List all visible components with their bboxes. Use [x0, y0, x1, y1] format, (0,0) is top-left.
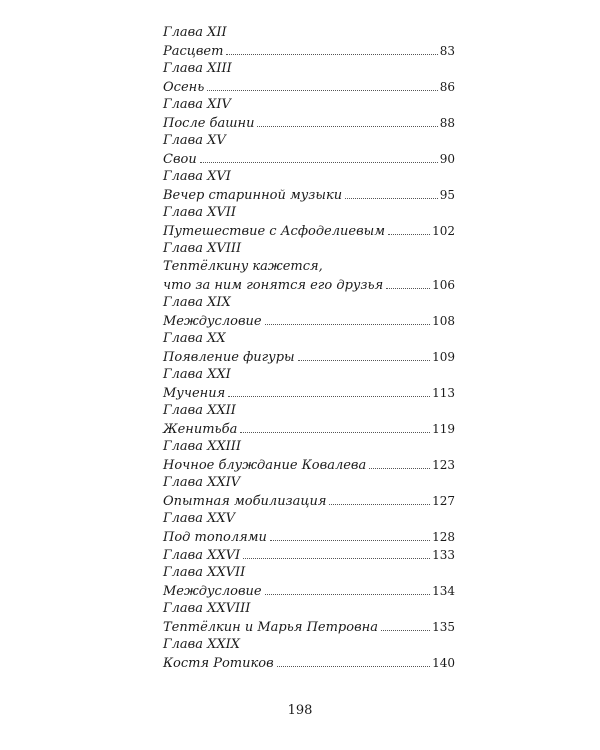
chapter-number: Глава XXVII — [163, 565, 246, 580]
toc-entry[interactable] — [163, 204, 455, 240]
toc-entry[interactable] — [163, 636, 455, 672]
dot-leader — [298, 360, 430, 361]
page-ref: 102 — [432, 224, 455, 238]
toc-entry[interactable] — [163, 132, 455, 168]
table-of-contents — [163, 24, 455, 672]
chapter-number: Глава XV — [163, 133, 226, 148]
chapter-title-first-line: Тептёлкину кажется, — [163, 259, 323, 274]
dot-leader — [240, 432, 430, 433]
chapter-line — [163, 150, 455, 168]
chapter-number: Глава XVIII — [163, 241, 242, 256]
dot-leader — [265, 324, 431, 325]
page-ref: 134 — [432, 584, 455, 598]
chapter-number: Глава XXIV — [163, 475, 241, 490]
chapter-number: Глава XX — [163, 331, 226, 346]
chapter-title: что за ним гонятся его друзья — [163, 278, 384, 293]
chapter-title: Тептёлкин и Марья Петровна — [163, 620, 378, 635]
chapter-title: Под тополями — [163, 530, 267, 545]
page-ref: 109 — [432, 350, 455, 364]
chapter-number: Глава XVI — [163, 169, 231, 184]
dot-leader — [226, 54, 437, 55]
page-ref: 108 — [432, 314, 455, 328]
toc-entry[interactable] — [163, 24, 455, 60]
page-ref: 95 — [439, 188, 455, 202]
chapter-title: Ночное блуждание Ковалева — [163, 458, 367, 473]
chapter-number: Глава XXIII — [163, 439, 241, 454]
chapter-title: После башни — [163, 116, 255, 131]
chapter-line — [163, 276, 455, 294]
dot-leader — [329, 504, 430, 505]
chapter-line — [163, 492, 455, 510]
page-ref: 140 — [432, 656, 455, 670]
chapter-title: Путешествие с Асфоделиевым — [163, 224, 386, 239]
dot-leader — [369, 468, 430, 469]
toc-entry[interactable] — [163, 546, 455, 564]
chapter-title: Расцвет — [163, 44, 224, 59]
toc-entry[interactable] — [163, 600, 455, 636]
chapter-number: Глава XXIX — [163, 637, 240, 652]
page-ref: 90 — [439, 152, 455, 166]
toc-entry[interactable] — [163, 564, 455, 600]
chapter-line — [163, 78, 455, 96]
chapter-title: Появление фигуры — [163, 350, 295, 365]
page-ref: 106 — [432, 278, 455, 292]
page-ref: 135 — [432, 620, 455, 634]
page-ref: 88 — [439, 116, 455, 130]
chapter-title: Мучения — [163, 386, 226, 401]
toc-entry[interactable] — [163, 438, 455, 474]
dot-leader — [200, 162, 438, 163]
toc-entry[interactable] — [163, 60, 455, 96]
page-ref: 86 — [439, 80, 455, 94]
toc-entry[interactable] — [163, 510, 455, 546]
toc-entry[interactable] — [163, 474, 455, 510]
chapter-number: Глава XXI — [163, 367, 231, 382]
dot-leader — [265, 594, 431, 595]
chapter-number: Глава XXVIII — [163, 601, 251, 616]
toc-entry[interactable] — [163, 294, 455, 330]
page-ref: 113 — [432, 386, 455, 400]
chapter-title: Костя Ротиков — [163, 656, 274, 671]
page-ref: 128 — [432, 530, 455, 544]
toc-entry[interactable] — [163, 240, 455, 294]
chapter-line — [163, 420, 455, 438]
chapter-title: Вечер старинной музыки — [163, 188, 343, 203]
dot-leader — [388, 234, 430, 235]
page-ref: 83 — [439, 44, 455, 58]
dot-leader — [207, 90, 437, 91]
chapter-line — [163, 348, 455, 366]
chapter-title: Междусловие — [163, 314, 262, 329]
dot-leader — [345, 198, 438, 199]
chapter-line — [163, 114, 455, 132]
chapter-line — [163, 186, 455, 204]
chapter-line — [163, 618, 455, 636]
chapter-number: Глава XXII — [163, 403, 236, 418]
dot-leader — [228, 396, 430, 397]
chapter-title: Междусловие — [163, 584, 262, 599]
page-ref: 123 — [432, 458, 455, 472]
chapter-line — [163, 312, 455, 330]
chapter-number: Глава XIV — [163, 97, 231, 112]
dot-leader — [386, 288, 430, 289]
dot-leader — [277, 666, 430, 667]
chapter-number: Глава XII — [163, 25, 227, 40]
toc-entry[interactable] — [163, 330, 455, 366]
chapter-line — [163, 456, 455, 474]
toc-entry[interactable] — [163, 402, 455, 438]
page-ref: 127 — [432, 494, 455, 508]
chapter-number: Глава XIII — [163, 61, 232, 76]
page-number: 198 — [287, 703, 313, 718]
toc-entry[interactable] — [163, 96, 455, 132]
page-ref: 119 — [432, 422, 455, 436]
chapter-number: Глава XIX — [163, 295, 231, 310]
chapter-title: Осень — [163, 80, 205, 95]
chapter-line — [163, 546, 455, 564]
chapter-line — [163, 528, 455, 546]
dot-leader — [243, 558, 430, 559]
chapter-line — [163, 42, 455, 60]
chapter-title: Свои — [163, 152, 197, 167]
dot-leader — [257, 126, 437, 127]
toc-entry[interactable] — [163, 168, 455, 204]
dot-leader — [270, 540, 430, 541]
page-ref: 133 — [432, 548, 455, 562]
chapter-title: Женитьба — [163, 422, 238, 437]
toc-entry[interactable] — [163, 366, 455, 402]
chapter-line — [163, 384, 455, 402]
chapter-line — [163, 582, 455, 600]
chapter-number: Глава XXVI — [163, 548, 241, 563]
chapter-line — [163, 222, 455, 240]
dot-leader — [381, 630, 430, 631]
chapter-title: Опытная мобилизация — [163, 494, 327, 509]
chapter-number: Глава XXV — [163, 511, 235, 526]
chapter-number: Глава XVII — [163, 205, 236, 220]
chapter-line — [163, 654, 455, 672]
